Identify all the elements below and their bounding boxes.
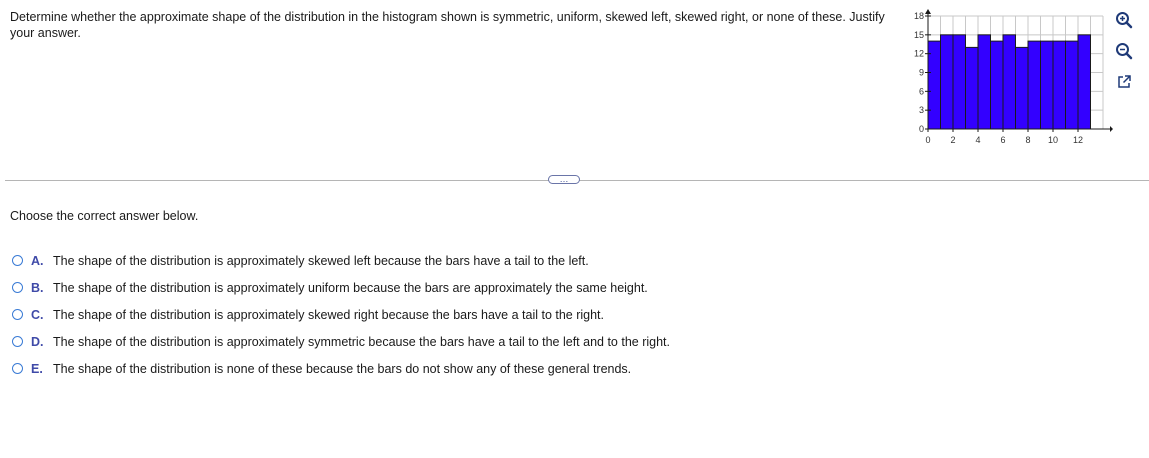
x-tick-label: 8 bbox=[1025, 135, 1031, 145]
y-tick-label: 9 bbox=[918, 67, 924, 78]
popout-button[interactable] bbox=[1113, 71, 1135, 93]
option-letter: C. bbox=[31, 307, 44, 322]
option-text: The shape of the distribution is approximately symmetric because the bars have a tail to the left and to the right. bbox=[53, 334, 670, 349]
histogram bbox=[898, 8, 1113, 154]
y-tick-label: 0 bbox=[918, 124, 924, 134]
histogram-svg bbox=[898, 8, 1113, 154]
y-tick-label: 15 bbox=[913, 29, 924, 40]
histogram-bar bbox=[991, 41, 1004, 129]
x-tick-label: 12 bbox=[1072, 135, 1084, 145]
y-tick-label: 3 bbox=[918, 105, 924, 116]
histogram-bar bbox=[1078, 35, 1091, 129]
option-c[interactable] bbox=[12, 301, 912, 328]
radio-e[interactable] bbox=[12, 363, 23, 374]
option-b[interactable] bbox=[12, 274, 912, 301]
x-tick-label: 2 bbox=[950, 135, 956, 145]
option-e[interactable] bbox=[12, 355, 912, 382]
histogram-bar bbox=[1041, 41, 1054, 129]
radio-c[interactable] bbox=[12, 309, 23, 320]
zoom-in-icon bbox=[1115, 11, 1133, 29]
histogram-bar bbox=[1016, 47, 1029, 129]
histogram-bar bbox=[1028, 41, 1041, 129]
x-tick-label: 10 bbox=[1047, 135, 1059, 145]
histogram-bar bbox=[1003, 35, 1016, 129]
y-tick-label: 18 bbox=[913, 11, 924, 21]
histogram-bar bbox=[978, 35, 991, 129]
question-text: Determine whether the approximate shape of the distribution in the histogram shown is symmetric, uniform, skewed left, skewed right, or none of these. Justify your answer. bbox=[10, 10, 885, 40]
histogram-bar bbox=[1053, 41, 1066, 129]
zoom-out-button[interactable] bbox=[1113, 40, 1135, 62]
radio-b[interactable] bbox=[12, 282, 23, 293]
x-tick-label: 6 bbox=[1000, 135, 1006, 145]
answer-prompt: Choose the correct answer below. bbox=[10, 209, 199, 223]
histogram-bar bbox=[941, 35, 954, 129]
x-axis-arrow bbox=[1110, 126, 1113, 132]
x-tick-label: 4 bbox=[975, 135, 981, 145]
radio-a[interactable] bbox=[12, 255, 23, 266]
histogram-bar bbox=[953, 35, 966, 129]
option-d[interactable] bbox=[12, 328, 912, 355]
answer-options bbox=[12, 247, 912, 382]
option-text: The shape of the distribution is approximately skewed right because the bars have a tail to the right. bbox=[53, 307, 605, 322]
expand-button[interactable]: … bbox=[548, 175, 580, 184]
option-a[interactable] bbox=[12, 247, 912, 274]
option-text: The shape of the distribution is approximately skewed left because the bars have a tail to the left. bbox=[53, 253, 589, 268]
zoom-in-button[interactable] bbox=[1113, 9, 1135, 31]
radio-d[interactable] bbox=[12, 336, 23, 347]
histogram-bar bbox=[966, 47, 979, 129]
option-letter: B. bbox=[31, 280, 44, 295]
option-letter: A. bbox=[31, 253, 44, 268]
x-tick-label: 0 bbox=[925, 135, 931, 145]
option-letter: E. bbox=[31, 361, 43, 376]
histogram-bar bbox=[928, 41, 941, 129]
popout-icon bbox=[1116, 74, 1132, 90]
option-text: The shape of the distribution is approximately uniform because the bars are approximately the same height. bbox=[53, 280, 648, 295]
graph-toolbar bbox=[1113, 9, 1141, 102]
y-tick-label: 12 bbox=[913, 48, 924, 59]
option-text: The shape of the distribution is none of these because the bars do not show any of these general trends. bbox=[53, 361, 632, 376]
y-tick-label: 6 bbox=[918, 86, 924, 97]
histogram-bar bbox=[1066, 41, 1079, 129]
y-axis-arrow bbox=[925, 9, 931, 14]
zoom-out-icon bbox=[1115, 42, 1133, 60]
option-letter: D. bbox=[31, 334, 44, 349]
